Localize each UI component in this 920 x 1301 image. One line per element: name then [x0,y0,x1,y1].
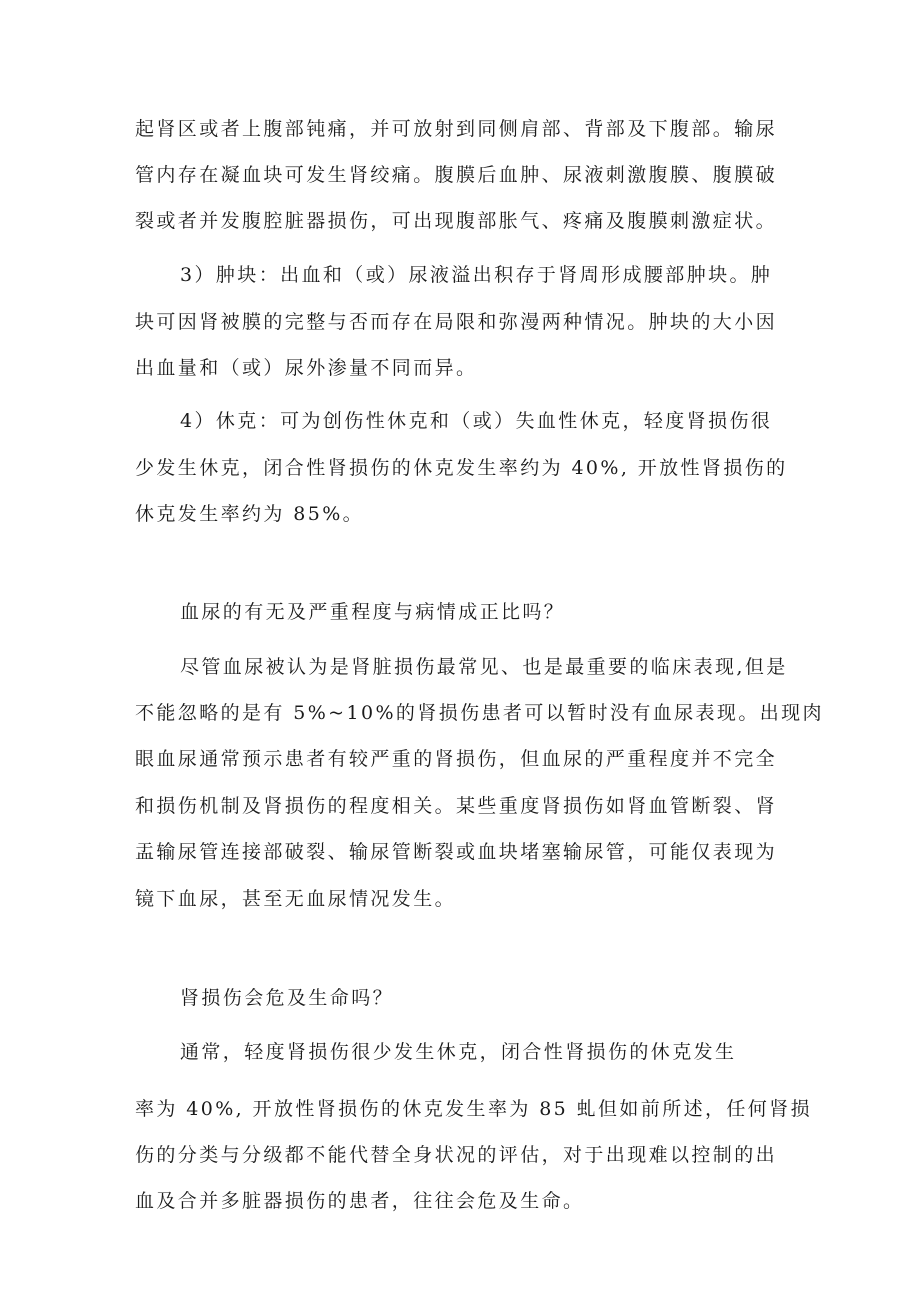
paragraph-6-line-1: 率为 40%, 开放性肾损伤的休克发生率为 85 虬但如前所述，任何肾损 [135,1098,813,1120]
paragraph-2-line-1: 3）肿块：出血和（或）尿液溢出积存于肾周形成腰部肿块。肿 [180,264,773,286]
section-heading-life-threat: 肾损伤会危及生命吗？ [180,987,395,1009]
paragraph-3-line-2: 少发生休克，闭合性肾损伤的休克发生率约为 40%, 开放性肾损伤的 [135,457,788,479]
paragraph-3-line-1: 4）休克：可为创伤性休克和（或）失血性休克，轻度肾损伤很 [180,410,773,432]
section-heading-hematuria: 血尿的有无及严重程度与病情成正比吗？ [180,601,566,623]
paragraph-4-line-2: 不能忽略的是有 5%~10%的肾损伤患者可以暂时没有血尿表现。出现肉 [135,702,824,724]
paragraph-6-line-3: 血及合并多脏器损伤的患者，往往会危及生命。 [135,1190,585,1212]
paragraph-1-line-1: 起肾区或者上腹部钝痛，并可放射到同侧肩部、背部及下腹部。输尿 [135,118,778,140]
paragraph-2-line-3: 出血量和（或）尿外渗量不同而异。 [135,357,478,379]
paragraph-4-line-1: 尽管血尿被认为是肾脏损伤最常见、也是最重要的临床表现,但是 [180,656,788,678]
paragraph-3-line-3: 休克发生率约为 85%。 [135,503,365,525]
paragraph-1-line-2: 管内存在凝血块可发生肾绞痛。腹膜后血肿、尿液刺激腹膜、腹膜破 [135,164,778,186]
paragraph-4-line-6: 镜下血尿，甚至无血尿情况发生。 [135,888,457,910]
paragraph-4-line-4: 和损伤机制及肾损伤的程度相关。某些重度肾损伤如肾血管断裂、肾 [135,795,778,817]
paragraph-1-line-3: 裂或者并发腹腔脏器损伤，可出现腹部胀气、疼痛及腹膜刺激症状。 [135,210,778,232]
paragraph-4-line-5: 盂输尿管连接部破裂、输尿管断裂或血块堵塞输尿管，可能仅表现为 [135,841,778,863]
paragraph-6-line-2: 伤的分类与分级都不能代替全身状况的评估，对于出现难以控制的出 [135,1144,778,1166]
paragraph-4-line-3: 眼血尿通常预示患者有较严重的肾损伤，但血尿的严重程度并不完全 [135,748,778,770]
paragraph-5-line-1: 通常，轻度肾损伤很少发生休克，闭合性肾损伤的休克发生 [180,1041,737,1063]
paragraph-2-line-2: 块可因肾被膜的完整与否而存在局限和弥漫两种情况。肿块的大小因 [135,311,778,333]
